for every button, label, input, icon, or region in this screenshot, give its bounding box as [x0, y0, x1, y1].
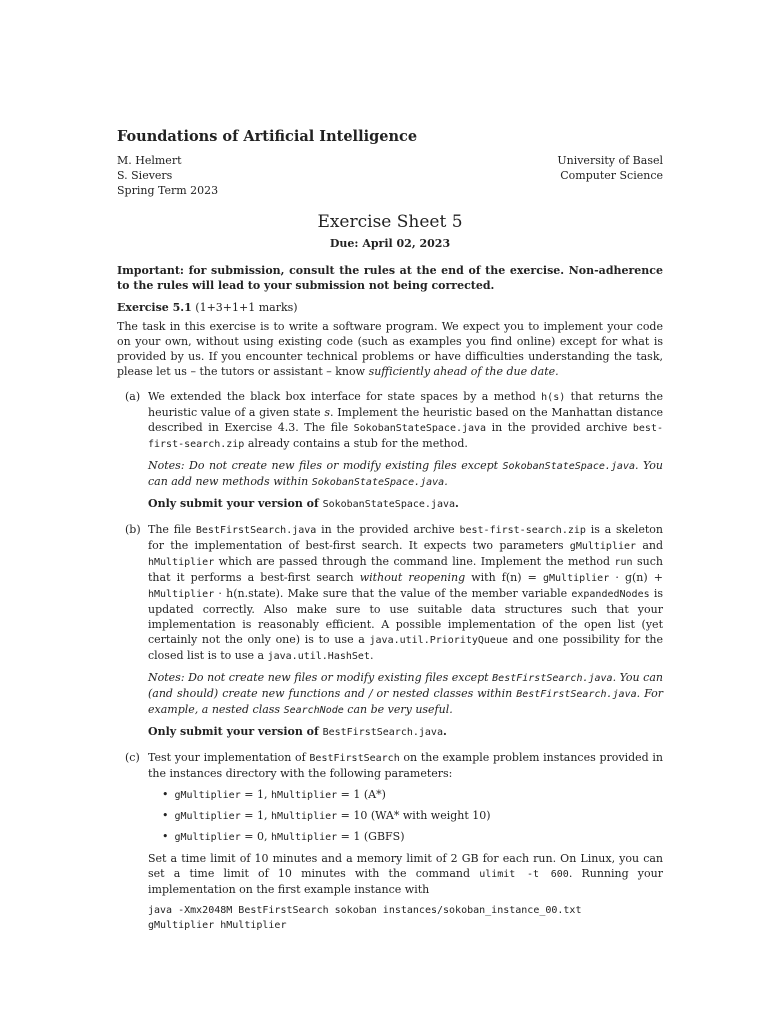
text: such that it performs a best-first search	[148, 555, 663, 584]
term: Spring Term 2023	[117, 184, 219, 197]
code: gMultiplier	[542, 573, 610, 584]
code: SokobanStateSpace.java	[311, 477, 445, 488]
text: Notes: Do not create new files or modify existing files except	[148, 671, 493, 684]
code: BestFirstSearch	[309, 753, 400, 764]
text: already contains a stub for the method.	[244, 437, 468, 450]
text: .	[455, 497, 459, 510]
code: hMultiplier	[270, 811, 338, 822]
part-c-body	[148, 750, 663, 933]
part-b-text	[148, 522, 663, 664]
code: SokobanStateSpace.java	[502, 461, 635, 472]
text: is a skeleton for the implementation of best-first search. It expects two parameters	[148, 523, 663, 552]
code: run	[614, 557, 633, 568]
code: hMultiplier	[270, 832, 338, 843]
text: Only submit your version of	[148, 497, 323, 510]
code: gMultiplier	[174, 832, 241, 843]
code: java.util.PriorityQueue	[369, 635, 508, 646]
institution-block	[557, 153, 663, 198]
code: SokobanStateSpace.java	[353, 423, 487, 434]
part-a	[117, 389, 663, 512]
text: can be very useful.	[343, 703, 453, 716]
code: SokobanStateSpace.java	[322, 499, 456, 510]
text: .	[369, 649, 374, 662]
text: = 1 (GBFS)	[337, 830, 405, 843]
text: The file	[148, 523, 196, 536]
code: gMultiplier	[569, 541, 637, 552]
text: in the provided archive	[316, 523, 460, 536]
text: with f(n) =	[465, 571, 543, 584]
intro-text: The task in this exercise is to write a software program. We expect you to implement your code on your own, without using existing code (such as examples you find online) except for what is provided by us. If you encounter technical problems or have difficulties understanding the task, please let us – the tutors or assistant – know	[117, 320, 663, 378]
emphasis: without reopening	[359, 571, 466, 584]
part-a-note	[148, 458, 663, 490]
text: . You can (and should) create new functions and / or nested classes within	[148, 671, 663, 700]
part-b-label: (b)	[125, 523, 141, 536]
code: gMultiplier	[174, 811, 241, 822]
text: · h(n.state). Make sure that the value of the member variable	[214, 587, 572, 600]
department: Computer Science	[560, 169, 663, 182]
important-notice: Important: for submission, consult the rules at the end of the exercise. Non-adherence to the rules will lead to your submission not being corrected.	[117, 264, 663, 292]
code: java.util.HashSet	[267, 651, 370, 662]
code: hMultiplier	[270, 790, 338, 801]
part-b-note	[148, 670, 663, 718]
text: that returns the heuristic value of a given state	[148, 390, 664, 419]
text: = 10 (WA* with weight 10)	[337, 809, 491, 822]
command-line-1: java -Xmx2048M BestFirstSearch sokoban instances/sokoban_instance_00.txt	[148, 905, 582, 916]
code: expandedNodes	[571, 589, 650, 600]
header-info	[117, 153, 663, 198]
code: BestFirstSearch.java	[195, 525, 317, 536]
part-c-text	[148, 750, 663, 781]
code: gMultiplier	[174, 790, 241, 801]
part-a-submit	[148, 496, 663, 512]
text: . You can add new methods within	[148, 459, 663, 488]
exercise-intro	[117, 319, 663, 379]
text: and	[636, 539, 664, 552]
text: in the provided archive	[486, 421, 633, 434]
code: ulimit -t 600	[479, 869, 569, 880]
part-c-label: (c)	[125, 751, 140, 764]
exercise-heading	[117, 301, 663, 314]
text: which are passed through the command line. Implement the method	[214, 555, 615, 568]
instructors-block	[117, 153, 218, 198]
instructor-2: S. Sievers	[117, 169, 173, 182]
text: Set a time limit of 10 minutes and a memory limit of 2 GB for each run. On Linux, you can set a time limit of 10 minutes with the command	[148, 852, 663, 880]
text: = 1,	[240, 788, 271, 801]
parameter-list	[162, 787, 663, 845]
part-a-text	[148, 389, 663, 452]
due-date: Due: April 02, 2023	[329, 237, 451, 250]
text: on the example problem instances provided in the instances directory with the following parameters:	[148, 751, 663, 780]
text: . Running your implementation on the first example instance with	[148, 867, 663, 896]
command-block	[148, 903, 663, 933]
text: · g(n) +	[609, 571, 663, 584]
part-a-body	[148, 389, 663, 512]
code: hMultiplier	[148, 557, 215, 568]
text: Notes: Do not create new files or modify existing files except	[148, 459, 503, 472]
part-c	[117, 750, 663, 933]
text: .	[444, 475, 448, 488]
code: best-first-search.zip	[148, 423, 663, 450]
text: Test your implementation of	[148, 751, 310, 764]
text: .	[442, 725, 447, 738]
text: = 1,	[240, 809, 271, 822]
text: . Implement the heuristic based on the Manhattan distance described in Exercise 4.3. The file	[148, 406, 663, 434]
intro-emphasis: sufficiently ahead of the due date.	[368, 365, 559, 378]
document-page	[117, 128, 663, 933]
text: = 0,	[240, 830, 271, 843]
code: BestFirstSearch.java	[516, 689, 637, 700]
text: is updated correctly. Also make sure to use suitable data structures such that your implementation is reasonably efficient. A possible implementation of the open list (yet certainly not the only one) is to use a	[148, 587, 663, 646]
code: best-first-search.zip	[459, 525, 586, 536]
list-item	[162, 808, 663, 824]
part-b-submit	[148, 724, 663, 740]
text: = 1 (A*)	[337, 788, 386, 801]
text: and one possibility for the closed list is to use a	[148, 633, 663, 662]
math-var: s	[324, 406, 331, 419]
code: BestFirstSearch.java	[322, 727, 443, 738]
exercise-label: Exercise 5.1	[117, 301, 192, 314]
part-b-body	[148, 522, 663, 740]
code: SearchNode	[283, 705, 344, 716]
command-line-2: gMultiplier hMultiplier	[148, 920, 287, 931]
code: BestFirstSearch.java	[492, 673, 613, 684]
list-item	[162, 787, 663, 803]
university: University of Basel	[557, 154, 663, 167]
course-title: Foundations of Artificial Intelligence	[117, 128, 418, 145]
code: hMultiplier	[148, 589, 215, 600]
text: We extended the black box interface for state spaces by a method	[148, 390, 542, 403]
sheet-title: Exercise Sheet 5	[317, 212, 463, 232]
part-c-limits	[148, 851, 663, 897]
part-b	[117, 522, 663, 740]
exercise-marks: (1+3+1+1 marks)	[195, 301, 298, 314]
text: . For example, a nested class	[148, 687, 663, 716]
list-item	[162, 829, 663, 845]
part-a-label: (a)	[125, 390, 141, 403]
text: Only submit your version of	[148, 725, 323, 738]
instructor-1: M. Helmert	[117, 154, 182, 167]
code: h(s)	[541, 392, 566, 403]
